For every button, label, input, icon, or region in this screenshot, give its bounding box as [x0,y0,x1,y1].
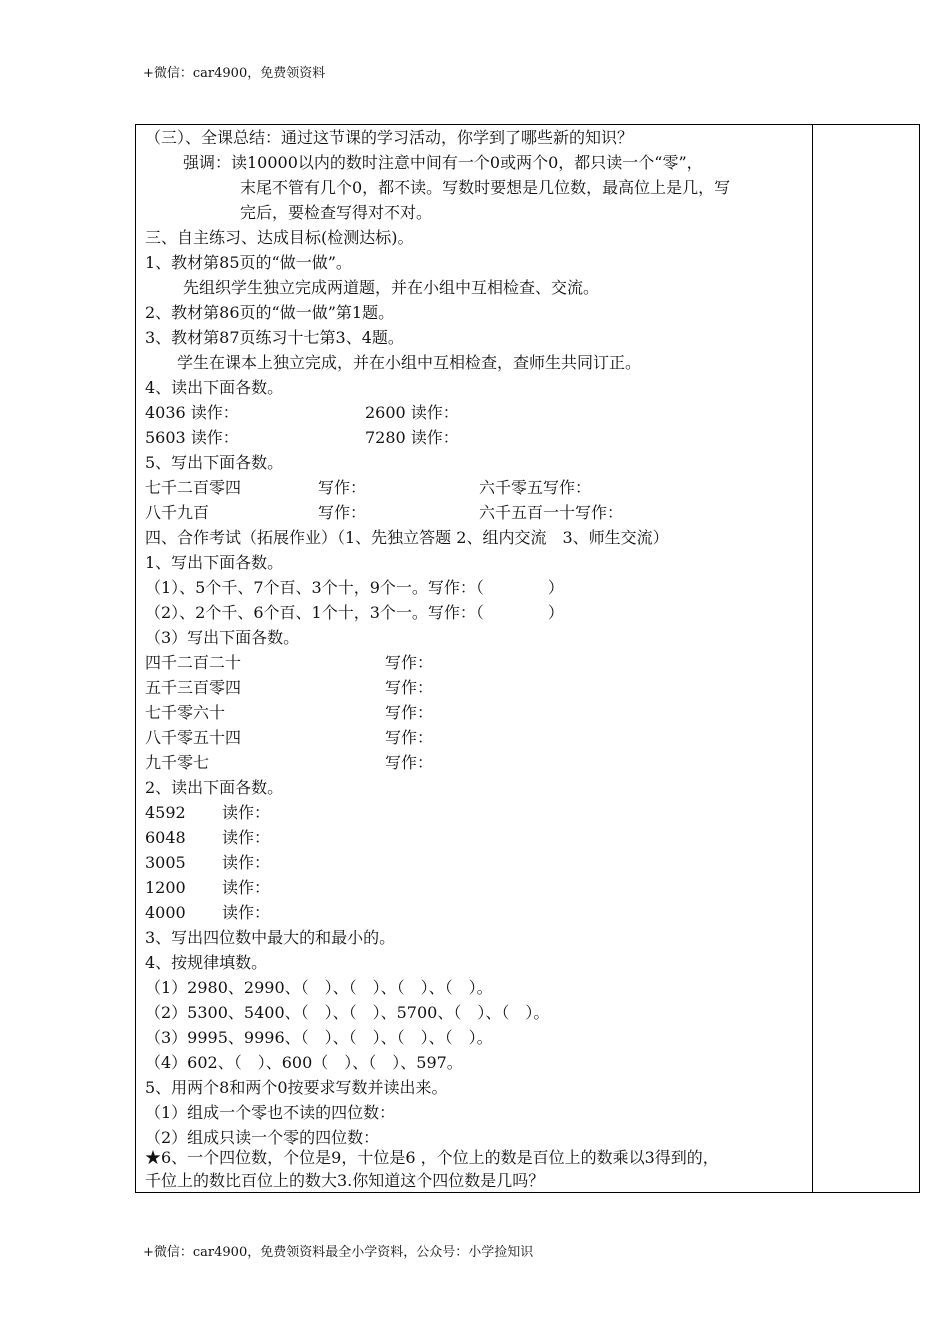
text-segment: 6048 [145,828,186,847]
text-segment: 2、读出下面各数。 [145,778,284,797]
text-segment: 写作： [318,478,367,497]
text-segment: 强调：读10000以内的数时注意中间有一个0或两个0，都只读一个“零”， [183,153,703,172]
text-segment: 写作： [385,728,434,747]
text-segment: 完后，要检查写得对不对。 [240,203,433,222]
text-segment: （1）2980、2990、（ ）、（ ）、（ ）、（ ）。 [145,978,493,997]
text-segment: 7280 读作： [365,428,459,447]
header-note: +微信：car4900，免费领资料 [143,66,326,81]
text-segment: 读作： [222,828,271,847]
footer-note: +微信：car4900，免费领资料最全小学资料，公众号：小学捡知识 [143,1245,534,1260]
text-segment: 4592 [145,803,186,822]
text-segment: （1）、5个千、7个百、3个十，9个一。写作：（ ） [145,578,564,597]
text-segment: 六千零五写作： [479,478,592,497]
text-segment: （3）写出下面各数。 [145,628,300,647]
text-segment: 写作： [385,678,434,697]
text-segment: 2、教材第86页的“做一做”第1题。 [145,303,395,322]
lesson-table [135,124,920,1193]
text-segment: 5、写出下面各数。 [145,453,284,472]
text-segment: 四千二百二十 [145,653,242,672]
text-segment: 写作： [385,753,434,772]
text-segment: 末尾不管有几个0，都不读。写数时要想是几位数，最高位上是几，写 [240,178,731,197]
text-segment: 三、自主练习、达成目标(检测达标)。 [145,228,414,247]
text-segment: 八千九百 [145,503,210,522]
text-segment: （3）9995、9996、（ ）、（ ）、（ ）、（ ）。 [145,1028,493,1047]
text-segment: 六千五百一十写作： [479,503,624,522]
text-segment: 七千零六十 [145,703,226,722]
text-segment: 写作： [318,503,367,522]
text-segment: 读作： [222,803,271,822]
text-segment: 1200 [145,878,186,897]
text-segment: 4036 读作： [145,403,239,422]
text-segment: （2）、2个千、6个百、1个十，3个一。写作：（ ） [145,603,564,622]
text-segment: 1、教材第85页的“做一做”。 [145,253,352,272]
text-segment: 七千二百零四 [145,478,242,497]
text-segment: 3、教材第87页练习十七第3、4题。 [145,328,404,347]
column-divider [812,125,813,1192]
text-segment: 3、写出四位数中最大的和最小的。 [145,928,396,947]
text-segment: 读作： [222,878,271,897]
text-segment: 5603 读作： [145,428,239,447]
text-segment: 读作： [222,903,271,922]
text-segment: （1）组成一个零也不读的四位数： [145,1103,396,1122]
text-segment: 九千零七 [145,753,210,772]
text-segment: 写作： [385,703,434,722]
text-segment: 写作： [385,653,434,672]
text-segment: 八千零五十四 [145,728,242,747]
text-segment: 千位上的数比百位上的数大3.你知道这个四位数是几吗？ [145,1171,545,1190]
text-segment: ★6、一个四位数，个位是9，十位是6 ，个位上的数是百位上的数乘以3得到的， [145,1148,719,1167]
text-segment: 4、按规律填数。 [145,953,268,972]
text-segment: 3005 [145,853,186,872]
text-segment: 先组织学生独立完成两道题，并在小组中互相检查、交流。 [183,278,600,297]
text-segment: 1、写出下面各数。 [145,553,284,572]
text-segment: 4、读出下面各数。 [145,378,284,397]
text-segment: 读作： [222,853,271,872]
text-segment: （2）5300、5400、（ ）、（ ）、5700、（ ）、（ ）。 [145,1003,550,1022]
text-segment: 4000 [145,903,186,922]
text-segment: 四、合作考试（拓展作业）（1、先独立答题 2、组内交流 3、师生交流） [145,528,669,547]
text-segment: 学生在课本上独立完成，并在小组中互相检查，查师生共同订正。 [177,353,642,372]
text-segment: 2600 读作： [365,403,459,422]
text-segment: （2）组成只读一个零的四位数： [145,1128,380,1147]
text-segment: 5、用两个8和两个0按要求写数并读出来。 [145,1078,448,1097]
text-segment: （4）602、（ ）、600（ ）、（ ）、597。 [145,1053,463,1072]
text-segment: （三）、全课总结：通过这节课的学习活动，你学到了哪些新的知识？ [145,128,634,147]
text-segment: 五千三百零四 [145,678,242,697]
